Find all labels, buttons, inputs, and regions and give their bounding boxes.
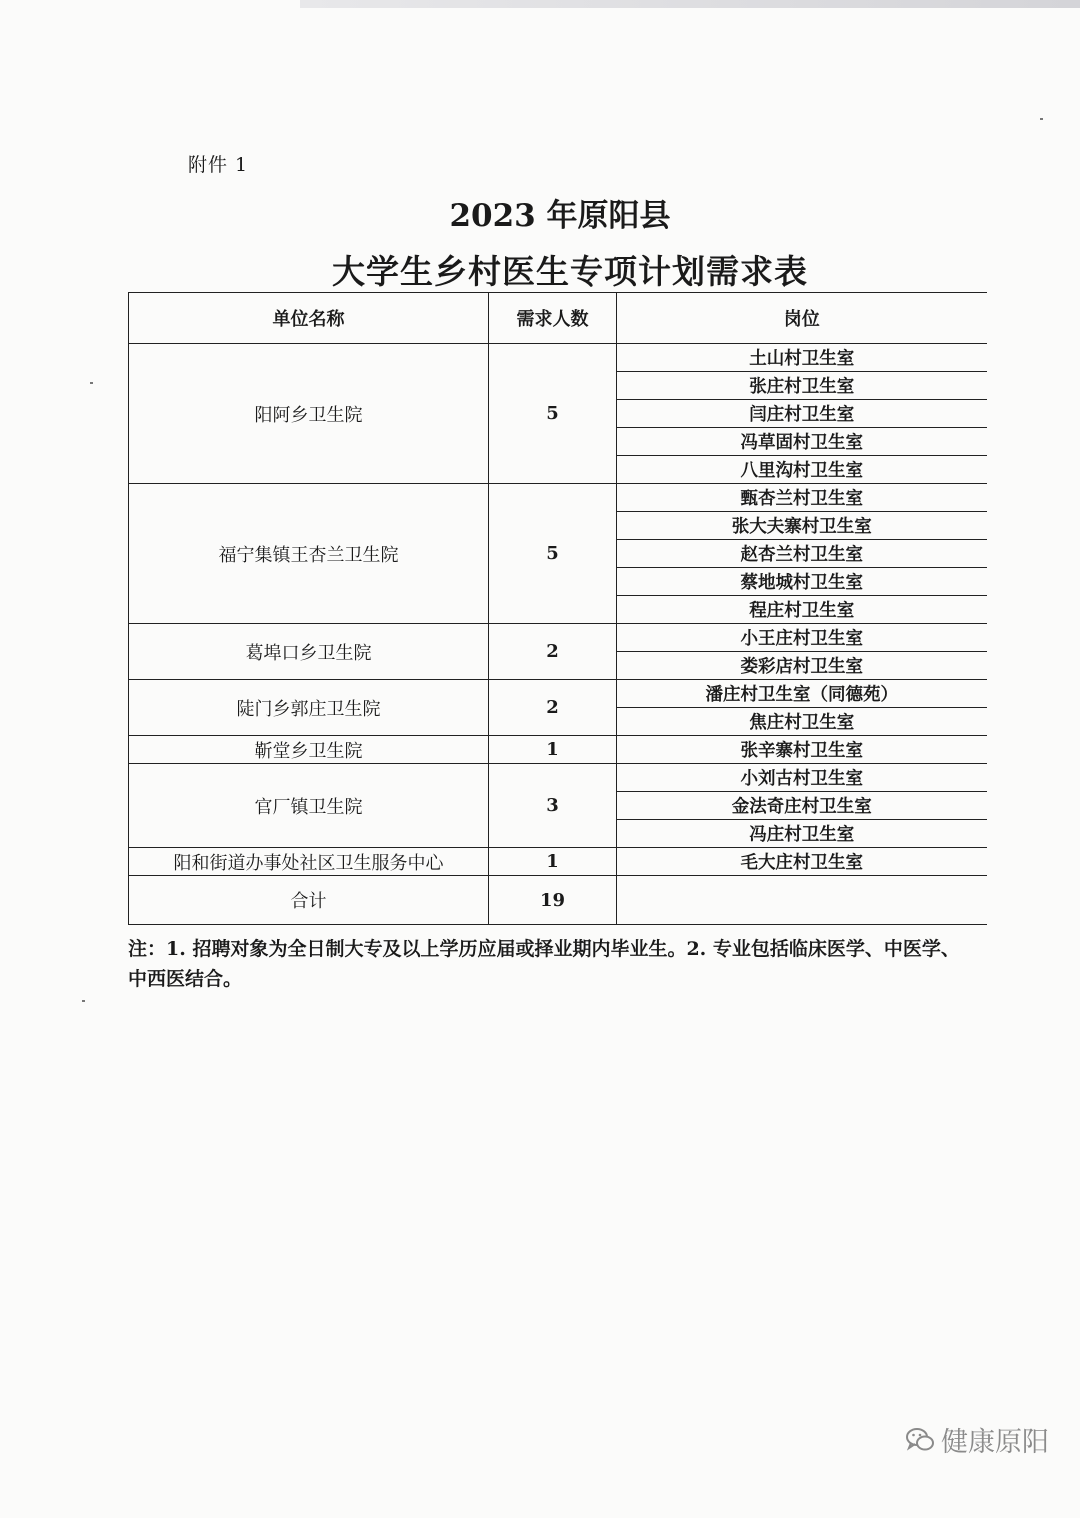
table-row <box>129 344 987 372</box>
table-row <box>129 848 987 876</box>
header-unit-name: 单位名称 <box>129 293 489 344</box>
position-cell: 程庄村卫生室 <box>617 596 987 624</box>
total-row <box>129 876 987 925</box>
wechat-icon <box>905 1427 935 1453</box>
position-cell: 潘庄村卫生室（同德苑） <box>617 680 987 708</box>
table-header-row <box>129 293 987 344</box>
page-subtitle: 大学生乡村医生专项计划需求表 <box>332 252 808 291</box>
demand-count-cell: 5 <box>489 484 617 624</box>
unit-name-cell: 葛埠口乡卫生院 <box>129 624 489 680</box>
total-label-cell: 合计 <box>129 876 489 925</box>
position-cell: 张大夫寨村卫生室 <box>617 512 987 540</box>
table-row <box>129 680 987 708</box>
position-cell: 冯庄村卫生室 <box>617 820 987 848</box>
header-position: 岗位 <box>617 293 987 344</box>
position-cell: 小刘古村卫生室 <box>617 764 987 792</box>
scan-speck <box>90 382 93 384</box>
demand-count-cell: 3 <box>489 764 617 848</box>
position-cell: 张庄村卫生室 <box>617 372 987 400</box>
demand-count-cell: 2 <box>489 624 617 680</box>
table-row <box>129 624 987 652</box>
position-cell: 冯草固村卫生室 <box>617 428 987 456</box>
position-cell: 金法奇庄村卫生室 <box>617 792 987 820</box>
total-position-cell <box>617 876 987 925</box>
position-cell: 八里沟村卫生室 <box>617 456 987 484</box>
attachment-label: 附件 1 <box>188 154 249 176</box>
position-cell: 焦庄村卫生室 <box>617 708 987 736</box>
position-cell: 赵杏兰村卫生室 <box>617 540 987 568</box>
demand-count-cell: 1 <box>489 736 617 764</box>
position-cell: 蔡地城村卫生室 <box>617 568 987 596</box>
table-body <box>129 344 987 925</box>
unit-name-cell: 靳堂乡卫生院 <box>129 736 489 764</box>
header-demand-count: 需求人数 <box>489 293 617 344</box>
scan-speck <box>82 1000 85 1002</box>
position-cell: 甄杏兰村卫生室 <box>617 484 987 512</box>
watermark <box>905 1420 1049 1459</box>
total-count-cell: 19 <box>489 876 617 925</box>
position-cell: 小王庄村卫生室 <box>617 624 987 652</box>
position-cell: 毛大庄村卫生室 <box>617 848 987 876</box>
position-cell: 娄彩店村卫生室 <box>617 652 987 680</box>
unit-name-cell: 陡门乡郭庄卫生院 <box>129 680 489 736</box>
demand-count-cell: 5 <box>489 344 617 484</box>
requirements-table <box>128 292 987 925</box>
demand-count-cell: 1 <box>489 848 617 876</box>
scan-speck <box>1040 118 1043 120</box>
page-title: 2023 年原阳县 <box>449 198 671 234</box>
demand-count-cell: 2 <box>489 680 617 736</box>
table-row <box>129 764 987 792</box>
unit-name-cell: 官厂镇卫生院 <box>129 764 489 848</box>
unit-name-cell: 福宁集镇王杏兰卫生院 <box>129 484 489 624</box>
top-strip <box>300 0 1080 8</box>
unit-name-cell: 阳和街道办事处社区卫生服务中心 <box>129 848 489 876</box>
unit-name-cell: 阳阿乡卫生院 <box>129 344 489 484</box>
position-cell: 土山村卫生室 <box>617 344 987 372</box>
watermark-text: 健康原阳 <box>941 1427 1049 1458</box>
position-cell: 张辛寨村卫生室 <box>617 736 987 764</box>
position-cell: 闫庄村卫生室 <box>617 400 987 428</box>
footnote: 注：1. 招聘对象为全日制大专及以上学历应届或择业期内毕业生。2. 专业包括临床医学、中医学、中西医结合。 <box>128 938 960 990</box>
table-row <box>129 484 987 512</box>
table-row <box>129 736 987 764</box>
